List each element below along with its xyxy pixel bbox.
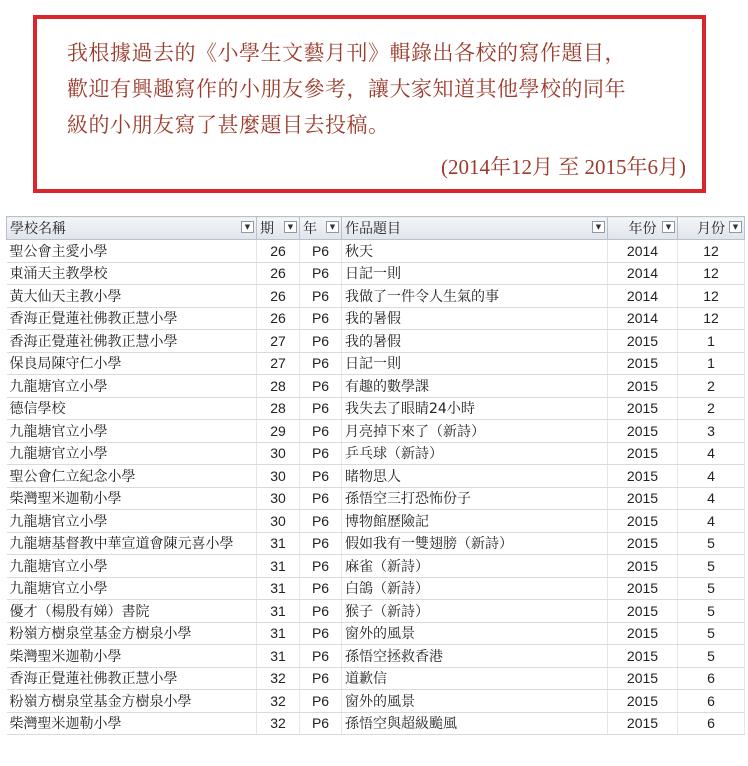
cell-title[interactable]: 孫悟空與超級颱風 xyxy=(342,712,608,735)
cell-school[interactable]: 香海正覺蓮社佛教正慧小學 xyxy=(7,330,257,353)
cell-school[interactable]: 九龍塘官立小學 xyxy=(7,420,257,443)
table-row xyxy=(7,240,745,263)
cell-year[interactable]: 2015 xyxy=(608,600,678,623)
cell-school[interactable]: 柴灣聖米迦勒小學 xyxy=(7,645,257,668)
table-row xyxy=(7,577,745,600)
cell-month[interactable]: 5 xyxy=(678,532,745,555)
notice-line-3: 級的小朋友寫了甚麼題目去投稿。 xyxy=(67,113,390,137)
cell-year[interactable]: 2015 xyxy=(608,465,678,488)
cell-school[interactable]: 黃大仙天主教小學 xyxy=(7,285,257,308)
cell-title[interactable]: 乒乓球（新詩） xyxy=(342,442,608,465)
cell-title[interactable]: 我的暑假 xyxy=(342,330,608,353)
cell-grade[interactable]: P6 xyxy=(300,622,342,645)
cell-school[interactable]: 粉嶺方樹泉堂基金方樹泉小學 xyxy=(7,690,257,713)
cell-issue[interactable]: 31 xyxy=(257,577,300,600)
table-row xyxy=(7,420,745,443)
cell-school[interactable]: 九龍塘基督教中華宣道會陳元喜小學 xyxy=(7,532,257,555)
header-year[interactable]: 年份 ▼ xyxy=(608,217,678,240)
cell-month[interactable]: 5 xyxy=(678,600,745,623)
cell-grade[interactable]: P6 xyxy=(300,712,342,735)
cell-school[interactable]: 優才（楊殷有娣）書院 xyxy=(7,600,257,623)
cell-year[interactable]: 2015 xyxy=(608,532,678,555)
cell-month[interactable]: 4 xyxy=(678,487,745,510)
cell-issue[interactable]: 32 xyxy=(257,712,300,735)
cell-grade[interactable]: P6 xyxy=(300,667,342,690)
cell-month[interactable]: 12 xyxy=(678,240,745,263)
cell-title[interactable]: 孫悟空拯救香港 xyxy=(342,645,608,668)
cell-year[interactable]: 2015 xyxy=(608,690,678,713)
cell-grade[interactable]: P6 xyxy=(300,240,342,263)
table-row xyxy=(7,465,745,488)
table-row xyxy=(7,442,745,465)
table-row xyxy=(7,690,745,713)
cell-year[interactable]: 2014 xyxy=(608,240,678,263)
cell-issue[interactable]: 27 xyxy=(257,330,300,353)
cell-title[interactable]: 博物館歷險記 xyxy=(342,510,608,533)
cell-school[interactable]: 九龍塘官立小學 xyxy=(7,510,257,533)
cell-month[interactable]: 12 xyxy=(678,262,745,285)
table-row xyxy=(7,307,745,330)
cell-month[interactable]: 2 xyxy=(678,375,745,398)
cell-title[interactable]: 假如我有一雙翅膀（新詩） xyxy=(342,532,608,555)
cell-issue[interactable]: 26 xyxy=(257,285,300,308)
cell-grade[interactable]: P6 xyxy=(300,330,342,353)
table-row xyxy=(7,375,745,398)
cell-school[interactable]: 粉嶺方樹泉堂基金方樹泉小學 xyxy=(7,622,257,645)
cell-school[interactable]: 德信學校 xyxy=(7,397,257,420)
cell-issue[interactable]: 30 xyxy=(257,487,300,510)
table-row xyxy=(7,510,745,533)
cell-grade[interactable]: P6 xyxy=(300,420,342,443)
cell-issue[interactable]: 30 xyxy=(257,442,300,465)
header-grade[interactable]: 年 ▼ xyxy=(300,217,342,240)
cell-title[interactable]: 秋天 xyxy=(342,240,608,263)
cell-title[interactable]: 白鴿（新詩） xyxy=(342,577,608,600)
cell-school[interactable]: 九龍塘官立小學 xyxy=(7,375,257,398)
cell-issue[interactable]: 31 xyxy=(257,532,300,555)
cell-grade[interactable]: P6 xyxy=(300,532,342,555)
cell-month[interactable]: 3 xyxy=(678,420,745,443)
cell-year[interactable]: 2015 xyxy=(608,510,678,533)
cell-year[interactable]: 2015 xyxy=(608,330,678,353)
cell-year[interactable]: 2015 xyxy=(608,555,678,578)
table-row xyxy=(7,397,745,420)
cell-issue[interactable]: 32 xyxy=(257,690,300,713)
cell-issue[interactable]: 27 xyxy=(257,352,300,375)
table-row xyxy=(7,352,745,375)
cell-school[interactable]: 東涌天主教學校 xyxy=(7,262,257,285)
cell-grade[interactable]: P6 xyxy=(300,352,342,375)
notice-box xyxy=(33,15,706,193)
cell-grade[interactable]: P6 xyxy=(300,397,342,420)
cell-title[interactable]: 日記一則 xyxy=(342,262,608,285)
table-row xyxy=(7,712,745,735)
cell-grade[interactable]: P6 xyxy=(300,465,342,488)
cell-month[interactable]: 6 xyxy=(678,667,745,690)
cell-grade[interactable]: P6 xyxy=(300,577,342,600)
cell-title[interactable]: 道歉信 xyxy=(342,667,608,690)
cell-grade[interactable]: P6 xyxy=(300,375,342,398)
notice-text xyxy=(67,35,687,143)
cell-month[interactable]: 5 xyxy=(678,645,745,668)
cell-school[interactable]: 柴灣聖米迦勒小學 xyxy=(7,487,257,510)
cell-year[interactable]: 2014 xyxy=(608,285,678,308)
header-row xyxy=(7,217,745,240)
cell-year[interactable]: 2014 xyxy=(608,262,678,285)
cell-title[interactable]: 睹物思人 xyxy=(342,465,608,488)
cell-grade[interactable]: P6 xyxy=(300,600,342,623)
cell-month[interactable]: 12 xyxy=(678,307,745,330)
dropdown-arrow-icon[interactable]: ▼ xyxy=(241,221,254,233)
cell-issue[interactable]: 29 xyxy=(257,420,300,443)
table-row xyxy=(7,555,745,578)
cell-year[interactable]: 2015 xyxy=(608,442,678,465)
cell-month[interactable]: 2 xyxy=(678,397,745,420)
cell-issue[interactable]: 26 xyxy=(257,262,300,285)
cell-issue[interactable]: 32 xyxy=(257,667,300,690)
cell-school[interactable]: 聖公會主愛小學 xyxy=(7,240,257,263)
cell-grade[interactable]: P6 xyxy=(300,307,342,330)
cell-issue[interactable]: 31 xyxy=(257,645,300,668)
cell-title[interactable]: 日記一則 xyxy=(342,352,608,375)
cell-month[interactable]: 4 xyxy=(678,510,745,533)
cell-year[interactable]: 2015 xyxy=(608,375,678,398)
cell-issue[interactable]: 31 xyxy=(257,555,300,578)
cell-title[interactable]: 月亮掉下來了（新詩） xyxy=(342,420,608,443)
cell-title[interactable]: 我做了一件令人生氣的事 xyxy=(342,285,608,308)
cell-grade[interactable]: P6 xyxy=(300,285,342,308)
header-issue[interactable]: 期 ▼ xyxy=(257,217,300,240)
header-title[interactable]: 作品題目 ▼ xyxy=(342,217,608,240)
header-month[interactable]: 月份 ▼ xyxy=(678,217,745,240)
cell-month[interactable]: 5 xyxy=(678,577,745,600)
cell-school[interactable]: 保良局陳守仁小學 xyxy=(7,352,257,375)
table-row xyxy=(7,622,745,645)
cell-month[interactable]: 5 xyxy=(678,555,745,578)
cell-grade[interactable]: P6 xyxy=(300,262,342,285)
cell-school[interactable]: 九龍塘官立小學 xyxy=(7,577,257,600)
cell-grade[interactable]: P6 xyxy=(300,510,342,533)
composition-topics-table xyxy=(6,216,745,735)
cell-school[interactable]: 九龍塘官立小學 xyxy=(7,442,257,465)
cell-year[interactable]: 2014 xyxy=(608,307,678,330)
cell-title[interactable]: 我的暑假 xyxy=(342,307,608,330)
cell-year[interactable]: 2015 xyxy=(608,645,678,668)
cell-title[interactable]: 有趣的數學課 xyxy=(342,375,608,398)
cell-title[interactable]: 窗外的風景 xyxy=(342,690,608,713)
cell-year[interactable]: 2015 xyxy=(608,712,678,735)
cell-month[interactable]: 1 xyxy=(678,352,745,375)
cell-year[interactable]: 2015 xyxy=(608,420,678,443)
cell-issue[interactable]: 30 xyxy=(257,465,300,488)
dropdown-arrow-icon[interactable]: ▼ xyxy=(662,221,675,233)
dropdown-arrow-icon[interactable]: ▼ xyxy=(326,221,339,233)
cell-school[interactable]: 柴灣聖米迦勒小學 xyxy=(7,712,257,735)
cell-grade[interactable]: P6 xyxy=(300,555,342,578)
cell-title[interactable]: 我失去了眼睛24小時 xyxy=(342,397,608,420)
cell-month[interactable]: 4 xyxy=(678,442,745,465)
dropdown-arrow-icon[interactable]: ▼ xyxy=(592,221,605,233)
notice-date-range: (2014年12月 至 2015年6月) xyxy=(441,155,686,179)
table-row xyxy=(7,262,745,285)
notice-line-1: 我根據過去的《小學生文藝月刊》輯錄出各校的寫作題目， xyxy=(67,41,626,65)
cell-grade[interactable]: P6 xyxy=(300,487,342,510)
cell-issue[interactable]: 31 xyxy=(257,622,300,645)
cell-year[interactable]: 2015 xyxy=(608,487,678,510)
cell-title[interactable]: 猴子（新詩） xyxy=(342,600,608,623)
cell-title[interactable]: 麻雀（新詩） xyxy=(342,555,608,578)
cell-month[interactable]: 1 xyxy=(678,330,745,353)
table-row xyxy=(7,285,745,308)
cell-school[interactable]: 香海正覺蓮社佛教正慧小學 xyxy=(7,667,257,690)
cell-issue[interactable]: 26 xyxy=(257,307,300,330)
cell-year[interactable]: 2015 xyxy=(608,397,678,420)
cell-grade[interactable]: P6 xyxy=(300,690,342,713)
cell-year[interactable]: 2015 xyxy=(608,352,678,375)
cell-issue[interactable]: 28 xyxy=(257,397,300,420)
cell-year[interactable]: 2015 xyxy=(608,667,678,690)
cell-month[interactable]: 6 xyxy=(678,712,745,735)
cell-issue[interactable]: 26 xyxy=(257,240,300,263)
cell-school[interactable]: 聖公會仁立紀念小學 xyxy=(7,465,257,488)
table-row xyxy=(7,487,745,510)
cell-year[interactable]: 2015 xyxy=(608,622,678,645)
table-row xyxy=(7,330,745,353)
table-row xyxy=(7,532,745,555)
cell-month[interactable]: 12 xyxy=(678,285,745,308)
cell-grade[interactable]: P6 xyxy=(300,645,342,668)
table-row xyxy=(7,645,745,668)
cell-school[interactable]: 九龍塘官立小學 xyxy=(7,555,257,578)
cell-issue[interactable]: 31 xyxy=(257,600,300,623)
cell-title[interactable]: 窗外的風景 xyxy=(342,622,608,645)
cell-grade[interactable]: P6 xyxy=(300,442,342,465)
cell-school[interactable]: 香海正覺蓮社佛教正慧小學 xyxy=(7,307,257,330)
dropdown-arrow-icon[interactable]: ▼ xyxy=(284,221,297,233)
dropdown-arrow-icon[interactable]: ▼ xyxy=(729,221,742,233)
cell-issue[interactable]: 28 xyxy=(257,375,300,398)
header-school[interactable]: 學校名稱 ▼ xyxy=(7,217,257,240)
cell-issue[interactable]: 30 xyxy=(257,510,300,533)
cell-month[interactable]: 5 xyxy=(678,622,745,645)
table-row xyxy=(7,600,745,623)
cell-month[interactable]: 4 xyxy=(678,465,745,488)
cell-month[interactable]: 6 xyxy=(678,690,745,713)
cell-title[interactable]: 孫悟空三打恐怖份子 xyxy=(342,487,608,510)
notice-line-2: 歡迎有興趣寫作的小朋友參考，讓大家知道其他學校的同年 xyxy=(67,77,626,101)
cell-year[interactable]: 2015 xyxy=(608,577,678,600)
table-row xyxy=(7,667,745,690)
